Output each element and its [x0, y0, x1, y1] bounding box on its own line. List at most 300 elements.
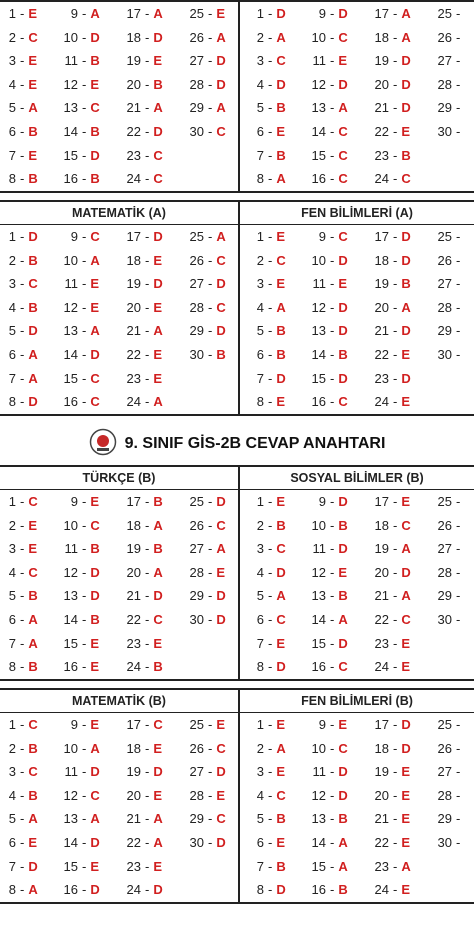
separator: - [393, 323, 398, 339]
separator: - [330, 229, 335, 244]
separator: - [330, 811, 335, 827]
answer-letter: C [28, 564, 38, 580]
separator: - [208, 611, 213, 627]
answer-letter: E [276, 717, 286, 732]
answer-row [0, 490, 474, 514]
answer-cell [125, 272, 163, 296]
answer-section [0, 200, 474, 416]
separator: - [393, 252, 398, 268]
answer-cell [6, 249, 38, 273]
question-number: 3 [256, 541, 264, 557]
question-number: 16 [311, 882, 326, 898]
answer-letter: A [153, 6, 163, 21]
answer-cell [6, 2, 37, 26]
question-number: 20 [126, 76, 141, 92]
separator: - [330, 764, 335, 780]
separator: - [20, 659, 25, 675]
separator: - [145, 811, 150, 827]
separator: - [145, 494, 150, 509]
answer-letter: B [28, 740, 38, 756]
separator: - [330, 299, 335, 315]
question-number: 10 [311, 517, 326, 533]
separator: - [145, 370, 150, 386]
answer-row [0, 120, 474, 144]
answer-cell [254, 807, 286, 831]
answer-letter: D [28, 394, 38, 410]
answer-row [0, 608, 474, 632]
separator: - [20, 882, 25, 898]
answer-cell [6, 737, 38, 761]
answer-letter: D [401, 53, 411, 69]
question-number: 16 [63, 171, 78, 187]
answer-letter: E [153, 346, 163, 362]
answer-cell [254, 167, 286, 191]
question-number: 5 [256, 588, 264, 604]
separator: - [268, 611, 273, 627]
question-number: 28 [189, 299, 204, 315]
answer-cell [188, 225, 226, 249]
separator: - [20, 834, 25, 850]
separator: - [393, 370, 398, 386]
answer-letter: B [338, 882, 348, 898]
answer-cell [373, 831, 410, 855]
question-number: 26 [437, 517, 452, 533]
answer-letter: C [276, 541, 286, 557]
separator: - [330, 858, 335, 874]
answer-letter: D [216, 323, 226, 339]
separator: - [456, 588, 461, 604]
answer-letter: B [401, 147, 411, 163]
answer-cell [373, 878, 410, 902]
answer-cell [125, 367, 162, 391]
answer-cell [436, 296, 464, 320]
answer-cell [436, 319, 464, 343]
answer-letter: E [90, 635, 100, 651]
answer-row [0, 319, 474, 343]
answer-cell [6, 584, 38, 608]
separator: - [145, 564, 150, 580]
answer-cell [373, 144, 411, 168]
answer-cell [310, 272, 347, 296]
answer-cell [310, 73, 348, 97]
answer-letter: C [28, 276, 38, 292]
answer-cell [436, 96, 464, 120]
answer-grid [0, 688, 474, 904]
question-number: 14 [311, 611, 326, 627]
answer-cell [6, 144, 37, 168]
question-number: 15 [311, 635, 326, 651]
answer-letter: C [90, 394, 100, 410]
separator: - [82, 123, 87, 139]
separator: - [393, 6, 398, 21]
answer-letter: C [28, 717, 38, 732]
answer-row [0, 390, 474, 414]
question-number: 19 [126, 764, 141, 780]
answer-cell [125, 537, 163, 561]
answer-letter: A [90, 740, 100, 756]
question-number: 1 [8, 6, 16, 21]
question-number: 1 [8, 229, 16, 244]
answer-letter: D [401, 229, 411, 244]
answer-cell [62, 807, 100, 831]
question-number: 27 [437, 764, 452, 780]
answer-cell [254, 73, 286, 97]
question-number: 22 [374, 834, 389, 850]
separator: - [20, 6, 25, 21]
answer-cell [125, 561, 163, 585]
answer-cell [254, 225, 285, 249]
question-number: 30 [437, 123, 452, 139]
question-number: 21 [126, 100, 141, 116]
separator: - [208, 123, 213, 139]
answer-letter: D [216, 588, 226, 604]
answer-letter: B [28, 299, 38, 315]
answer-row [0, 73, 474, 97]
answer-cell [254, 49, 286, 73]
subject-header-row [0, 202, 474, 225]
answer-letter: A [216, 541, 226, 557]
question-number: 1 [256, 717, 264, 732]
answer-cell [62, 73, 99, 97]
separator: - [330, 6, 335, 21]
answer-letter: A [90, 252, 100, 268]
answer-letter: D [216, 494, 226, 509]
answer-cell [254, 2, 286, 26]
answer-letter: B [28, 171, 38, 187]
answer-letter: A [28, 370, 38, 386]
answer-letter: A [401, 541, 411, 557]
separator: - [20, 29, 25, 45]
answer-letter: D [338, 323, 348, 339]
answer-letter: E [153, 53, 163, 69]
separator: - [20, 299, 25, 315]
question-number: 30 [189, 123, 204, 139]
question-number: 5 [256, 811, 264, 827]
separator: - [20, 494, 25, 509]
question-number: 13 [63, 323, 78, 339]
answer-cell [436, 26, 464, 50]
separator: - [20, 541, 25, 557]
answer-letter: C [216, 811, 226, 827]
answer-cell [188, 296, 226, 320]
answer-letter: D [276, 6, 286, 21]
answer-cell [254, 878, 286, 902]
question-number: 7 [256, 370, 264, 386]
question-number: 12 [311, 299, 326, 315]
question-number: 28 [189, 76, 204, 92]
question-number: 6 [256, 346, 264, 362]
separator: - [82, 517, 87, 533]
question-number: 9 [318, 494, 326, 509]
question-number: 28 [189, 564, 204, 580]
answer-row [0, 26, 474, 50]
question-number: 6 [256, 611, 264, 627]
question-number: 19 [126, 276, 141, 292]
question-number: 26 [437, 252, 452, 268]
question-number: 12 [63, 787, 78, 803]
question-number: 2 [256, 517, 264, 533]
answer-letter: D [28, 858, 38, 874]
separator: - [145, 635, 150, 651]
question-number: 13 [311, 323, 326, 339]
question-number: 13 [311, 100, 326, 116]
answer-cell [62, 96, 100, 120]
answer-letter: E [90, 659, 100, 675]
question-number: 20 [126, 564, 141, 580]
answer-letter: D [338, 370, 348, 386]
answer-cell [310, 2, 348, 26]
answer-letter: D [276, 564, 286, 580]
question-number: 3 [8, 764, 16, 780]
question-number: 8 [256, 394, 264, 410]
question-number: 20 [126, 299, 141, 315]
separator: - [268, 882, 273, 898]
answer-cell [125, 120, 163, 144]
answer-letter: E [401, 394, 411, 410]
answer-cell [6, 319, 38, 343]
answer-letter: D [153, 276, 163, 292]
question-number: 14 [63, 611, 78, 627]
question-number: 18 [374, 517, 389, 533]
answer-cell [188, 737, 226, 761]
separator: - [393, 76, 398, 92]
answer-cell [436, 343, 464, 367]
answer-row [0, 367, 474, 391]
answer-cell [62, 855, 99, 879]
separator: - [145, 541, 150, 557]
separator: - [268, 717, 273, 732]
answer-cell [125, 855, 162, 879]
question-number: 20 [374, 564, 389, 580]
answer-cell [62, 608, 100, 632]
separator: - [82, 76, 87, 92]
question-number: 16 [311, 171, 326, 187]
separator: - [330, 252, 335, 268]
answer-letter: E [90, 276, 100, 292]
answer-cell [62, 561, 100, 585]
answer-cell [125, 784, 162, 808]
question-number: 25 [437, 494, 452, 509]
answer-cell [188, 120, 226, 144]
question-number: 29 [437, 100, 452, 116]
answer-cell [310, 390, 348, 414]
question-number: 5 [8, 811, 16, 827]
separator: - [330, 659, 335, 675]
answer-cell [125, 343, 162, 367]
subject-header: TÜRKÇE (B) [82, 471, 156, 485]
answer-letter: E [90, 494, 100, 509]
question-number: 18 [374, 740, 389, 756]
question-number: 12 [311, 76, 326, 92]
separator: - [20, 611, 25, 627]
answer-letter: E [276, 494, 286, 509]
answer-letter: D [90, 564, 100, 580]
answer-letter: A [153, 323, 163, 339]
answer-cell [62, 390, 100, 414]
answer-cell [254, 760, 285, 784]
answer-cell [254, 784, 286, 808]
separator: - [20, 76, 25, 92]
answer-letter: A [153, 394, 163, 410]
answer-letter: C [338, 229, 348, 244]
answer-letter: E [153, 252, 163, 268]
question-number: 9 [70, 494, 78, 509]
answer-cell [254, 249, 286, 273]
answer-letter: D [90, 882, 100, 898]
separator: - [145, 252, 150, 268]
separator: - [330, 394, 335, 410]
answer-cell [254, 96, 286, 120]
question-number: 23 [126, 635, 141, 651]
answer-cell [373, 319, 411, 343]
answer-cell [62, 831, 100, 855]
answer-cell [436, 225, 464, 249]
question-number: 13 [63, 811, 78, 827]
answer-letter: E [153, 370, 163, 386]
question-number: 18 [126, 29, 141, 45]
answer-letter: A [28, 882, 38, 898]
separator: - [268, 740, 273, 756]
separator: - [20, 394, 25, 410]
question-number: 8 [8, 394, 16, 410]
question-number: 28 [437, 787, 452, 803]
answer-letter: B [216, 346, 226, 362]
separator: - [82, 171, 87, 187]
answer-row [0, 632, 474, 656]
question-number: 19 [374, 53, 389, 69]
separator: - [268, 229, 273, 244]
answer-cell [254, 490, 285, 514]
answer-letter: A [153, 811, 163, 827]
separator: - [20, 740, 25, 756]
question-number: 14 [63, 346, 78, 362]
answer-letter: E [401, 635, 411, 651]
answer-letter: C [338, 123, 348, 139]
answer-letter: D [401, 252, 411, 268]
answer-letter: C [28, 764, 38, 780]
separator: - [268, 659, 273, 675]
separator: - [145, 659, 150, 675]
question-number: 27 [437, 541, 452, 557]
question-number: 5 [256, 100, 264, 116]
question-number: 24 [126, 394, 141, 410]
separator: - [20, 171, 25, 187]
separator: - [330, 171, 335, 187]
separator: - [456, 717, 461, 732]
question-number: 29 [189, 588, 204, 604]
answer-cell [125, 225, 163, 249]
answer-cell [310, 120, 348, 144]
answer-cell [62, 343, 100, 367]
separator: - [20, 811, 25, 827]
answer-letter: B [276, 147, 286, 163]
separator: - [393, 740, 398, 756]
separator: - [208, 588, 213, 604]
answer-letter: D [153, 882, 163, 898]
answer-cell [6, 807, 38, 831]
separator: - [268, 123, 273, 139]
separator: - [330, 53, 335, 69]
answer-cell [254, 855, 286, 879]
answer-letter: E [28, 147, 38, 163]
answer-cell [6, 167, 38, 191]
question-number: 3 [8, 276, 16, 292]
question-number: 21 [126, 588, 141, 604]
answer-cell [6, 608, 38, 632]
answer-cell [373, 490, 410, 514]
answer-letter: E [90, 858, 100, 874]
question-number: 12 [311, 564, 326, 580]
question-number: 4 [8, 787, 16, 803]
separator: - [82, 229, 87, 244]
answer-cell [310, 343, 348, 367]
answer-cell [6, 120, 38, 144]
answer-letter: D [90, 29, 100, 45]
answer-letter: A [153, 517, 163, 533]
answer-letter: A [28, 611, 38, 627]
answer-cell [310, 49, 347, 73]
answer-row [0, 760, 474, 784]
question-number: 6 [256, 834, 264, 850]
answer-letter: B [338, 517, 348, 533]
answer-cell [188, 319, 226, 343]
answer-letter: E [216, 6, 226, 21]
answer-letter: B [28, 252, 38, 268]
school-logo-icon [89, 428, 117, 456]
answer-letter: C [28, 494, 38, 509]
question-number: 19 [374, 764, 389, 780]
question-number: 25 [437, 6, 452, 21]
answer-row [0, 831, 474, 855]
answer-row [0, 343, 474, 367]
answer-cell [310, 249, 348, 273]
question-number: 28 [437, 299, 452, 315]
question-number: 29 [189, 811, 204, 827]
separator: - [145, 100, 150, 116]
answer-letter: D [338, 635, 348, 651]
answer-cell [373, 713, 411, 737]
separator: - [268, 100, 273, 116]
separator: - [82, 659, 87, 675]
separator: - [330, 100, 335, 116]
separator: - [330, 588, 335, 604]
answer-letter: A [401, 299, 411, 315]
question-number: 14 [311, 346, 326, 362]
question-number: 11 [312, 764, 326, 780]
question-number: 24 [374, 394, 389, 410]
separator: - [82, 834, 87, 850]
answer-letter: B [28, 787, 38, 803]
answer-letter: A [90, 811, 100, 827]
separator: - [20, 517, 25, 533]
answer-letter: B [90, 611, 100, 627]
answer-cell [62, 713, 99, 737]
separator: - [20, 123, 25, 139]
separator: - [82, 494, 87, 509]
answer-cell [310, 760, 348, 784]
answer-letter: D [216, 834, 226, 850]
question-number: 24 [374, 659, 389, 675]
separator: - [145, 299, 150, 315]
answer-cell [436, 608, 464, 632]
answer-letter: E [401, 764, 411, 780]
separator: - [268, 346, 273, 362]
question-number: 24 [126, 882, 141, 898]
answer-cell [373, 2, 411, 26]
answer-cell [62, 632, 99, 656]
answer-cell [188, 831, 226, 855]
answer-cell [310, 855, 348, 879]
